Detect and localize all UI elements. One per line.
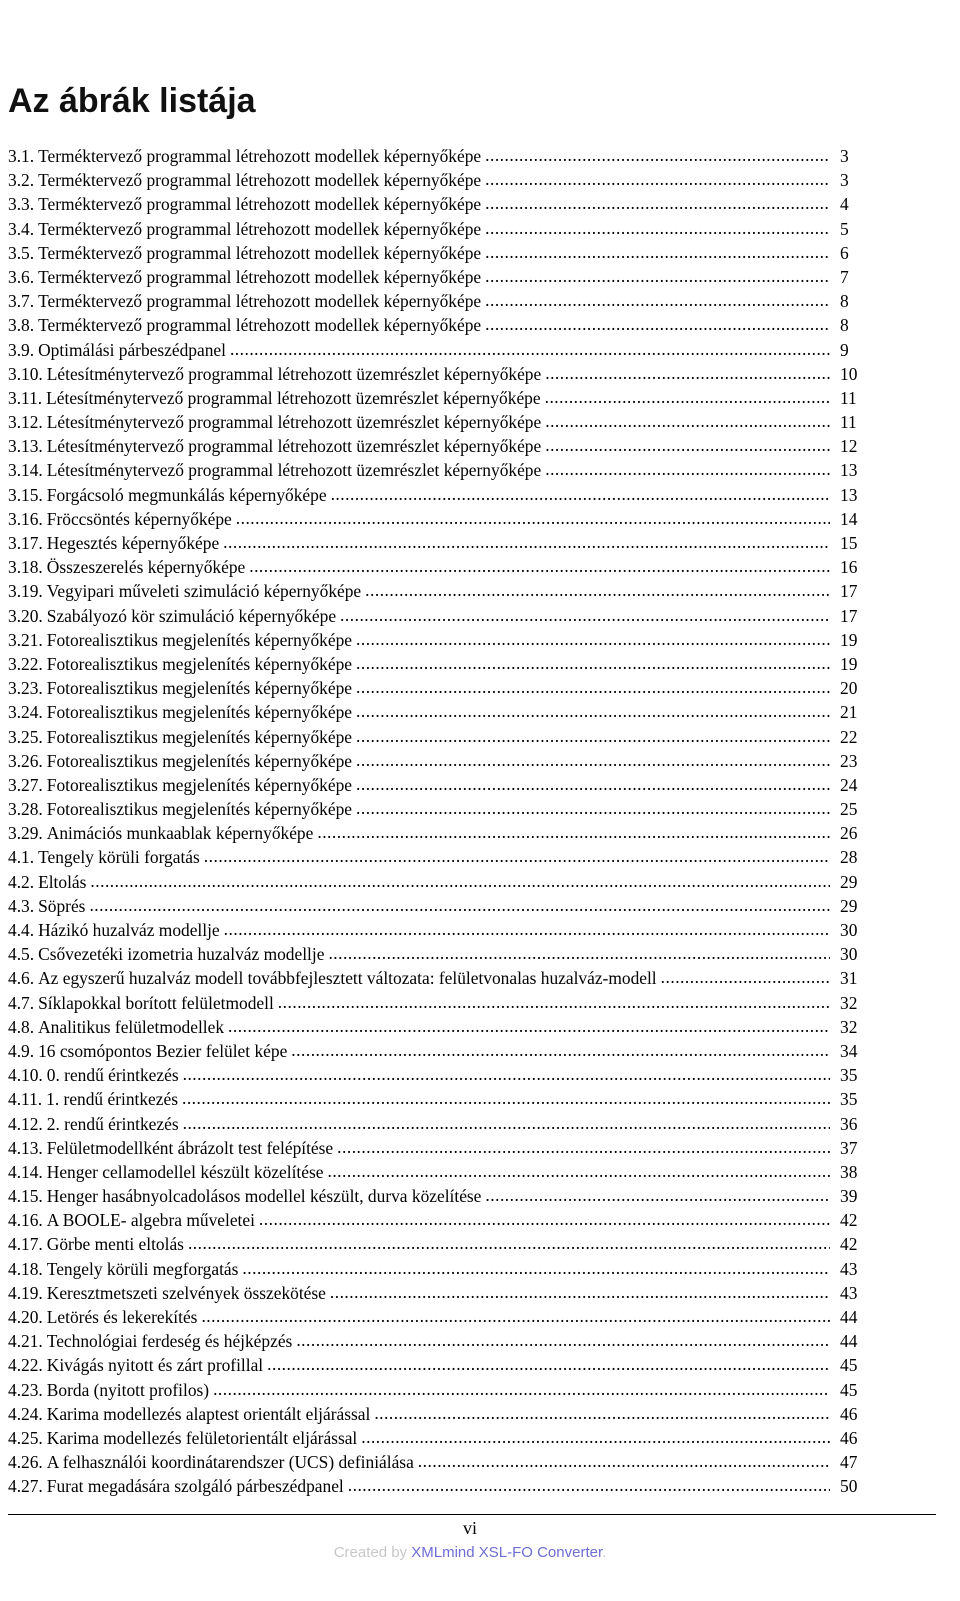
dot-leader [545, 409, 830, 433]
figure-title: Létesítménytervező programmal létrehozott üzemrészlet képernyőképe [46, 436, 542, 457]
dot-leader [230, 337, 830, 361]
figure-page-number: 22 [840, 726, 858, 747]
figure-number: 4.9. [8, 1040, 35, 1061]
figure-number: 3.27. [8, 774, 43, 795]
figure-page-number: 25 [840, 799, 858, 820]
toc-entry[interactable] [8, 1087, 860, 1111]
toc-entry[interactable] [8, 676, 860, 700]
figure-page-number: 47 [840, 1452, 858, 1473]
figure-page-number: 13 [840, 484, 858, 505]
figure-title: Borda (nyitott profilos) [46, 1379, 210, 1400]
figure-title: Animációs munkaablak képernyőképe [46, 823, 314, 844]
figure-number: 3.26. [8, 750, 43, 771]
figure-page-number: 24 [840, 774, 858, 795]
dot-leader [365, 578, 830, 602]
figure-page-number: 35 [840, 1065, 858, 1086]
figure-number: 4.10. [8, 1065, 43, 1086]
figure-title: Létesítménytervező programmal létrehozott üzemrészlet képernyőképe [46, 460, 542, 481]
figure-page-number: 46 [840, 1403, 858, 1424]
figure-number: 4.4. [8, 920, 35, 940]
figure-title: Furat megadására szolgáló párbeszédpanel [46, 1476, 344, 1497]
figure-page-number: 34 [840, 1040, 858, 1061]
figure-page-number: 16 [840, 557, 858, 578]
figure-page-number: 50 [840, 1476, 858, 1497]
toc-entry[interactable] [8, 579, 860, 603]
figure-number: 4.13. [8, 1137, 43, 1158]
figure-title: 16 csomópontos Bezier felület képe [38, 1040, 288, 1061]
toc-entry[interactable] [8, 531, 860, 555]
figure-title: Fröccsöntés képernyőképe [46, 508, 232, 529]
figure-number: 4.7. [8, 992, 35, 1013]
figure-page-number: 9 [840, 339, 849, 360]
dot-leader [485, 288, 830, 312]
dot-leader [278, 990, 830, 1014]
figure-page-number: 8 [840, 291, 849, 312]
toc-entry[interactable] [8, 386, 860, 410]
figure-title: Fotorealisztikus megjelenítés képernyőképe [46, 629, 352, 650]
figure-page-number: 28 [840, 847, 858, 868]
dot-leader [228, 1014, 830, 1038]
figure-title: Terméktervező programmal létrehozott modellek képernyőképe [38, 315, 482, 336]
toc-entry[interactable] [8, 1232, 860, 1256]
dot-leader [183, 1062, 830, 1086]
figure-title: Fotorealisztikus megjelenítés képernyőképe [46, 799, 352, 820]
figure-page-number: 3 [840, 170, 849, 191]
figure-title: 2. rendű érintkezés [46, 1113, 179, 1134]
toc-entry[interactable] [8, 942, 860, 966]
toc-entry[interactable] [8, 434, 860, 458]
figure-number: 4.6. [8, 968, 35, 989]
page-title: Az ábrák listája [8, 82, 256, 120]
figure-number: 3.5. [8, 242, 35, 263]
toc-entry[interactable] [8, 991, 860, 1015]
figure-title: Terméktervező programmal létrehozott modellek képernyőképe [38, 218, 482, 239]
figure-number: 4.1. [8, 847, 35, 868]
figure-page-number: 5 [840, 218, 849, 239]
dot-leader [485, 240, 830, 264]
toc-entry[interactable] [8, 1281, 860, 1305]
figure-number: 4.2. [8, 871, 35, 892]
toc-entry[interactable] [8, 918, 860, 942]
figure-page-number: 31 [840, 968, 858, 989]
converter-footer [0, 1544, 940, 1561]
toc-entry[interactable] [8, 362, 860, 386]
figure-page-number: 39 [840, 1186, 858, 1207]
dot-leader [213, 1377, 830, 1401]
figure-number: 3.9. [8, 339, 35, 360]
figure-page-number: 30 [840, 944, 858, 965]
figure-number: 4.16. [8, 1210, 43, 1231]
figure-page-number: 43 [840, 1258, 858, 1279]
dot-leader [249, 554, 830, 578]
toc-entry[interactable] [8, 1402, 860, 1426]
figure-number: 4.3. [8, 895, 35, 916]
figure-title: Létesítménytervező programmal létrehozott üzemrészlet képernyőképe [46, 363, 542, 384]
figure-title: 1. rendű érintkezés [46, 1089, 178, 1110]
dot-leader [317, 820, 830, 844]
figure-number: 3.12. [8, 412, 43, 433]
figure-page-number: 30 [840, 920, 858, 940]
figure-page-number: 45 [840, 1355, 858, 1376]
toc-entry[interactable] [8, 410, 860, 434]
figure-page-number: 29 [840, 895, 858, 916]
figure-number: 3.15. [8, 484, 43, 505]
toc-entry[interactable] [8, 1378, 860, 1402]
figure-title: Felületmodellként ábrázolt test felépítése [46, 1137, 334, 1158]
figure-number: 4.15. [8, 1186, 43, 1207]
figure-title: Fotorealisztikus megjelenítés képernyőképe [46, 702, 352, 723]
figure-page-number: 8 [840, 315, 849, 336]
figure-number: 3.24. [8, 702, 43, 723]
figure-page-number: 20 [840, 678, 858, 699]
figure-page-number: 7 [840, 266, 849, 287]
footer-brand: XMLmind XSL-FO Converter [411, 1544, 603, 1561]
figure-page-number: 44 [840, 1331, 858, 1352]
figure-title: Forgácsoló megmunkálás képernyőképe [46, 484, 327, 505]
figure-number: 3.16. [8, 508, 43, 529]
figure-page-number: 29 [840, 871, 858, 892]
figure-number: 3.25. [8, 726, 43, 747]
toc-entry[interactable] [8, 821, 860, 845]
dot-leader [348, 1473, 830, 1497]
toc-entry[interactable] [8, 652, 860, 676]
dot-leader [90, 869, 830, 893]
figure-number: 4.14. [8, 1161, 43, 1182]
figure-page-number: 36 [840, 1113, 858, 1134]
figure-number: 4.22. [8, 1355, 43, 1376]
figure-title: Karima modellezés felületorientált eljárással [46, 1427, 358, 1448]
figure-title: Kivágás nyitott és zárt profillal [46, 1355, 264, 1376]
dot-leader [267, 1352, 830, 1376]
toc-entry[interactable] [8, 313, 860, 337]
figure-title: Henger cellamodellel készült közelítése [46, 1161, 324, 1182]
figure-title: Görbe menti eltolás [46, 1234, 184, 1255]
figure-title: Az egyszerű huzalváz modell továbbfejlesztett változata: felületvonalas huzalváz-modell [38, 968, 657, 989]
figure-number: 3.20. [8, 605, 43, 626]
dot-leader [356, 651, 830, 675]
figure-number: 3.4. [8, 218, 35, 239]
dot-leader [545, 433, 830, 457]
toc-entry[interactable] [8, 845, 860, 869]
dot-leader [356, 748, 830, 772]
dot-leader [327, 1159, 830, 1183]
figure-page-number: 37 [840, 1137, 858, 1158]
toc-entry[interactable] [8, 628, 860, 652]
figure-title: Henger hasábnyolcadolásos modellel készült, durva közelítése [46, 1186, 482, 1207]
figure-number: 3.23. [8, 678, 43, 699]
dot-leader [485, 191, 830, 215]
figure-title: Terméktervező programmal létrehozott modellek képernyőképe [38, 242, 482, 263]
figure-page-number: 11 [840, 412, 857, 433]
figure-number: 4.20. [8, 1307, 43, 1327]
figure-page-number: 14 [840, 508, 858, 529]
figure-number: 3.29. [8, 823, 43, 844]
figure-number: 4.26. [8, 1452, 43, 1473]
figure-page-number: 3 [840, 146, 849, 166]
dot-leader [485, 216, 830, 240]
figure-title: 0. rendű érintkezés [46, 1065, 179, 1086]
figure-number: 3.22. [8, 653, 43, 674]
toc-entry[interactable] [8, 700, 860, 724]
dot-leader [374, 1401, 830, 1425]
dot-leader [296, 1328, 830, 1352]
figure-title: Söprés [38, 895, 86, 916]
figure-title: Szabályozó kör szimuláció képernyőképe [46, 605, 337, 626]
toc-entry[interactable] [8, 1257, 860, 1281]
figure-title: Technológiai ferdeség és héjképzés [46, 1331, 293, 1352]
figure-page-number: 43 [840, 1282, 858, 1303]
figure-page-number: 6 [840, 242, 849, 263]
figure-number: 4.8. [8, 1016, 35, 1037]
page-number: vi [462, 1518, 477, 1538]
figure-title: A BOOLE- algebra műveletei [46, 1210, 255, 1231]
dot-leader [223, 530, 830, 554]
toc-entry[interactable] [8, 797, 860, 821]
figure-number: 3.8. [8, 315, 35, 336]
dot-leader [485, 167, 830, 191]
toc-entry[interactable] [8, 507, 860, 531]
toc-entry[interactable] [8, 338, 860, 362]
figure-title: Fotorealisztikus megjelenítés képernyőképe [46, 678, 352, 699]
dot-leader [331, 482, 830, 506]
toc-entry[interactable] [8, 1015, 860, 1039]
figure-title: Fotorealisztikus megjelenítés képernyőképe [46, 774, 352, 795]
dot-leader [356, 724, 830, 748]
toc-entry[interactable] [8, 966, 860, 990]
figure-page-number: 11 [840, 387, 857, 408]
figure-page-number: 19 [840, 653, 858, 674]
figure-page-number: 23 [840, 750, 858, 771]
figure-title: Fotorealisztikus megjelenítés képernyőképe [46, 726, 352, 747]
figure-page-number: 42 [840, 1234, 858, 1255]
dot-leader [330, 1280, 830, 1304]
dot-leader [328, 941, 830, 965]
figure-number: 3.3. [8, 194, 35, 215]
figure-title: Fotorealisztikus megjelenítés képernyőképe [46, 750, 352, 771]
figure-title: Síklapokkal borított felületmodell [38, 992, 274, 1013]
toc-entry[interactable] [8, 555, 860, 579]
figure-number: 3.11. [8, 387, 43, 408]
dot-leader [182, 1086, 830, 1110]
toc-entry[interactable] [8, 217, 860, 241]
figure-title: Vegyipari műveleti szimuláció képernyőképe [46, 581, 362, 602]
figure-page-number: 21 [840, 702, 858, 723]
dot-leader [361, 1425, 830, 1449]
dot-leader [183, 1111, 830, 1135]
toc-entry[interactable] [8, 241, 860, 265]
toc-entry[interactable] [8, 1329, 860, 1353]
toc-entry[interactable] [8, 483, 860, 507]
toc-entry[interactable] [8, 1208, 860, 1232]
toc-entry[interactable] [8, 1184, 860, 1208]
dot-leader [545, 361, 830, 385]
figure-number: 3.2. [8, 170, 35, 191]
dot-leader [485, 1183, 830, 1207]
figure-title: Keresztmetszeti szelvények összekötése [46, 1282, 326, 1303]
figure-number: 3.21. [8, 629, 43, 650]
dot-leader [259, 1207, 830, 1231]
figure-number: 3.7. [8, 291, 35, 312]
toc-entry[interactable] [8, 168, 860, 192]
figure-page-number: 42 [840, 1210, 858, 1231]
dot-leader [201, 1304, 830, 1328]
toc-entry[interactable] [8, 1039, 860, 1063]
figure-title: Eltolás [38, 871, 87, 892]
figure-number: 4.11. [8, 1089, 43, 1110]
dot-leader [545, 457, 830, 481]
figure-number: 4.27. [8, 1476, 43, 1497]
figure-number: 4.17. [8, 1234, 43, 1255]
dot-leader [356, 796, 830, 820]
figure-title: Fotorealisztikus megjelenítés képernyőképe [46, 653, 352, 674]
figure-number: 3.18. [8, 557, 43, 578]
toc-entry[interactable] [8, 458, 860, 482]
toc-entry[interactable] [8, 1450, 860, 1474]
dot-leader [337, 1135, 830, 1159]
list-of-figures [8, 144, 860, 1499]
figure-title: Letörés és lekerekítés [46, 1307, 198, 1327]
toc-entry[interactable] [8, 265, 860, 289]
figure-page-number: 26 [840, 823, 858, 844]
dot-leader [291, 1038, 830, 1062]
figure-page-number: 32 [840, 992, 858, 1013]
dot-leader [485, 264, 830, 288]
figure-title: Létesítménytervező programmal létrehozott üzemrészlet képernyőképe [46, 412, 542, 433]
toc-entry[interactable] [8, 1112, 860, 1136]
figure-page-number: 35 [840, 1089, 858, 1110]
toc-entry[interactable] [8, 1353, 860, 1377]
figure-title: Terméktervező programmal létrehozott modellek képernyőképe [38, 170, 482, 191]
dot-leader [356, 627, 830, 651]
figure-page-number: 10 [840, 363, 858, 384]
toc-entry[interactable] [8, 1474, 860, 1498]
figure-title: Terméktervező programmal létrehozott modellek képernyőképe [38, 194, 482, 215]
figure-number: 4.18. [8, 1258, 43, 1279]
figure-number: 4.19. [8, 1282, 43, 1303]
figure-number: 3.17. [8, 533, 43, 553]
figure-page-number: 17 [840, 581, 858, 602]
figure-number: 4.5. [8, 944, 35, 965]
toc-entry[interactable] [8, 1160, 860, 1184]
figure-title: Terméktervező programmal létrehozott modellek képernyőképe [38, 146, 482, 166]
toc-entry[interactable] [8, 289, 860, 313]
dot-leader [485, 312, 830, 336]
dot-leader [340, 603, 830, 627]
dot-leader [242, 1256, 830, 1280]
toc-entry[interactable] [8, 749, 860, 773]
figure-page-number: 38 [840, 1161, 858, 1182]
figure-page-number: 15 [840, 533, 858, 553]
toc-entry[interactable] [8, 1063, 860, 1087]
figure-title: Karima modellezés alaptest orientált eljárással [46, 1403, 371, 1424]
figure-number: 3.6. [8, 266, 35, 287]
figure-title: Házikó huzalváz modellje [38, 920, 220, 940]
figure-number: 4.23. [8, 1379, 43, 1400]
toc-entry[interactable] [8, 725, 860, 749]
figure-title: Terméktervező programmal létrehozott modellek képernyőképe [38, 291, 482, 312]
figure-page-number: 17 [840, 605, 858, 626]
figure-page-number: 32 [840, 1016, 858, 1037]
toc-entry[interactable] [8, 144, 860, 168]
toc-entry[interactable] [8, 1136, 860, 1160]
figure-title: Csővezetéki izometria huzalváz modellje [38, 944, 325, 965]
dot-leader [224, 917, 830, 941]
figure-number: 4.12. [8, 1113, 43, 1134]
toc-entry[interactable] [8, 894, 860, 918]
figure-title: Tengely körüli megforgatás [46, 1258, 239, 1279]
dot-leader [545, 385, 830, 409]
figure-number: 4.25. [8, 1427, 43, 1448]
dot-leader [204, 844, 830, 868]
figure-page-number: 45 [840, 1379, 858, 1400]
footer-rule [8, 1514, 936, 1515]
dot-leader [89, 893, 830, 917]
figure-title: Optimálási párbeszédpanel [38, 339, 226, 360]
figure-title: A felhasználói koordinátarendszer (UCS) definiálása [46, 1452, 414, 1473]
dot-leader [236, 506, 830, 530]
figure-number: 3.1. [8, 146, 35, 166]
figure-page-number: 4 [840, 194, 849, 215]
figure-page-number: 46 [840, 1427, 858, 1448]
dot-leader [356, 675, 830, 699]
figure-page-number: 13 [840, 460, 858, 481]
figure-number: 4.24. [8, 1403, 43, 1424]
dot-leader [188, 1231, 830, 1255]
dot-leader [661, 965, 830, 989]
dot-leader [356, 699, 830, 723]
footer-prefix: Created by [333, 1544, 412, 1561]
toc-entry[interactable] [8, 604, 860, 628]
figure-title: Tengely körüli forgatás [38, 847, 200, 868]
figure-title: Terméktervező programmal létrehozott modellek képernyőképe [38, 266, 482, 287]
footer-suffix: . [602, 1544, 607, 1561]
toc-entry[interactable] [8, 773, 860, 797]
figure-number: 3.19. [8, 581, 43, 602]
figure-number: 3.14. [8, 460, 43, 481]
dot-leader [485, 143, 830, 167]
dot-leader [356, 772, 830, 796]
figure-page-number: 19 [840, 629, 858, 650]
dot-leader [418, 1449, 830, 1473]
figure-title: Létesítménytervező programmal létrehozott üzemrészlet képernyőképe [46, 387, 541, 408]
figure-page-number: 44 [840, 1307, 858, 1327]
figure-number: 4.21. [8, 1331, 43, 1352]
figure-number: 3.10. [8, 363, 43, 384]
figure-number: 3.13. [8, 436, 43, 457]
figure-number: 3.28. [8, 799, 43, 820]
toc-entry[interactable] [8, 870, 860, 894]
figure-title: Összeszerelés képernyőképe [46, 557, 246, 578]
toc-entry[interactable] [8, 1305, 860, 1329]
figure-title: Hegesztés képernyőképe [46, 533, 220, 553]
figure-title: Analitikus felületmodellek [38, 1016, 225, 1037]
toc-entry[interactable] [8, 192, 860, 216]
figure-page-number: 12 [840, 436, 858, 457]
toc-entry[interactable] [8, 1426, 860, 1450]
